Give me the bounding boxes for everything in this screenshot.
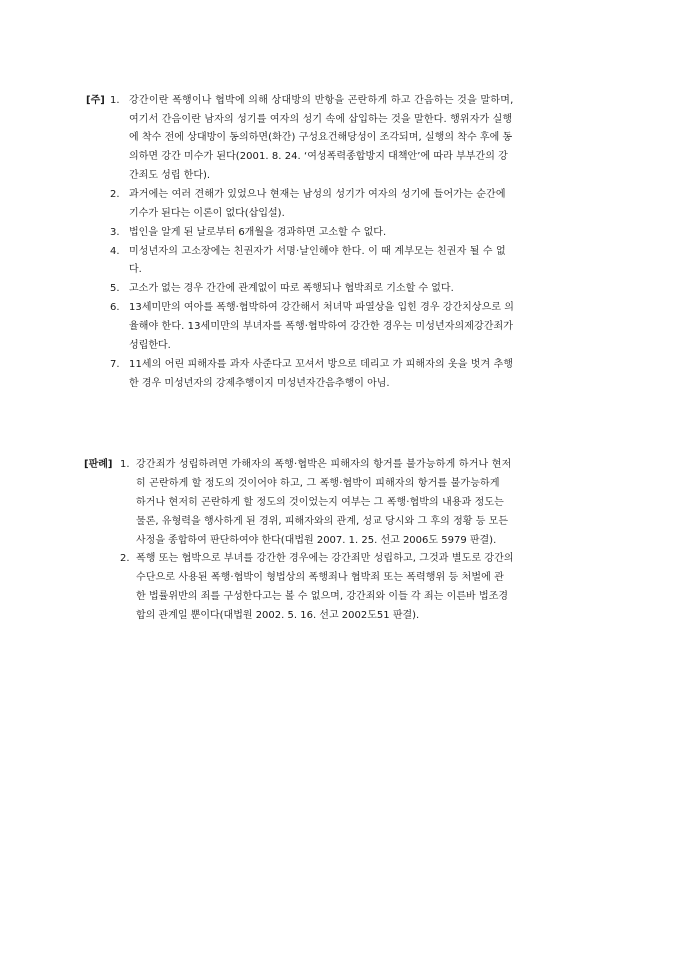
note-4-number: 4. (110, 246, 120, 257)
note-1-line-2: 여기서 간음이란 남자의 성기를 여자의 성기 속에 삽입하는 것을 말한다. 행위자가 실행 (129, 114, 513, 125)
note-6-line-2: 율해야 한다. 13세미만의 부녀자를 폭행·협박하여 강간한 경우는 미성년자의제강간죄가 (129, 321, 514, 332)
note-1-number: 1. (110, 95, 120, 106)
case-2-line-1: 폭행 또는 협박으로 부녀를 강간한 경우에는 강간죄만 성립하고, 그것과 별도로 강간의 (136, 553, 514, 564)
note-1-line-5: 간죄도 성립 한다). (129, 170, 211, 181)
cases-tag: [판례] (84, 459, 113, 470)
case-1-number: 1. (120, 459, 130, 470)
case-1-line-2: 히 곤란하게 할 정도의 것이어야 하고, 그 폭행·협박이 피해자의 항거를 불가능하게 (136, 478, 500, 489)
note-2-line-2: 기수가 된다는 이론이 없다(삽입설). (129, 208, 285, 219)
note-7-line-2: 한 경우 미성년자의 강제추행이지 미성년자간음추행이 아님. (129, 378, 390, 389)
note-2-line-1: 과거에는 여러 견해가 있었으나 현재는 남성의 성기가 여자의 성기에 들어가는 순간에 (129, 189, 506, 200)
note-5-line-1: 고소가 없는 경우 간간에 관계없이 따로 폭행되나 협박죄로 기소할 수 없다. (129, 283, 454, 294)
note-6-line-1: 13세미만의 여아를 폭행·협박하여 강간해서 처녀막 파열상을 입힌 경우 강간치상으로 의 (129, 302, 514, 313)
note-3-line-1: 법인을 알게 된 날로부터 6개월을 경과하면 고소할 수 없다. (129, 227, 387, 238)
case-2-line-2: 수단으로 사용된 폭행·협박이 형법상의 폭행죄나 협박죄 또는 폭력행위 등 처벌에 관 (136, 572, 504, 583)
note-4-line-2: 다. (129, 264, 142, 275)
note-6-line-3: 성립한다. (129, 340, 171, 351)
note-6-number: 6. (110, 302, 120, 313)
note-7-number: 7. (110, 359, 120, 370)
case-1-line-3: 하거나 현저히 곤란하게 할 정도의 것이었는지 여부는 그 폭행·협박의 내용과 정도는 (136, 497, 504, 508)
note-7-line-1: 11세의 어린 피해자를 과자 사준다고 꼬셔서 방으로 데리고 가 피해자의 옷을 벗겨 추행 (129, 359, 514, 370)
note-1-line-4: 의하면 강간 미수가 된다(2001. 8. 24. ‘여성폭력종합방지 대책안’에 따라 부부간의 강 (129, 151, 508, 162)
case-1-line-4: 물론, 유형력을 행사하게 된 경위, 피해자와의 관계, 성교 당시와 그 후의 정황 등 모든 (136, 516, 509, 527)
case-2-line-4: 합의 관계일 뿐이다(대법원 2002. 5. 16. 선고 2002도51 판결). (136, 610, 420, 621)
note-5-number: 5. (110, 283, 120, 294)
case-2-line-3: 한 법률위반의 죄를 구성한다고는 볼 수 없으며, 강간죄와 이들 각 죄는 이른바 법조경 (136, 591, 509, 602)
note-4-line-1: 미성년자의 고소장에는 친권자가 서명·날인해야 한다. 이 때 계부모는 친권자 될 수 없 (129, 246, 506, 257)
note-2-number: 2. (110, 189, 120, 200)
note-3-number: 3. (110, 227, 120, 238)
case-2-number: 2. (120, 553, 130, 564)
note-1-line-3: 에 착수 전에 상대방이 동의하면(화간) 구성요건해당성이 조각되며, 실행의 착수 후에 동 (129, 132, 513, 143)
case-1-line-1: 강간죄가 성립하려면 가해자의 폭행·협박은 피해자의 항거를 불가능하게 하거나 현저 (136, 459, 512, 470)
note-1-line-1: 강간이란 폭행이나 협박에 의해 상대방의 반항을 곤란하게 하고 간음하는 것을 말하며, (129, 95, 514, 106)
notes-tag: [주] (86, 95, 105, 106)
case-1-line-5: 사정을 종합하여 판단하여야 한다(대법원 2007. 1. 25. 선고 2006도 5979 판결). (136, 535, 497, 546)
